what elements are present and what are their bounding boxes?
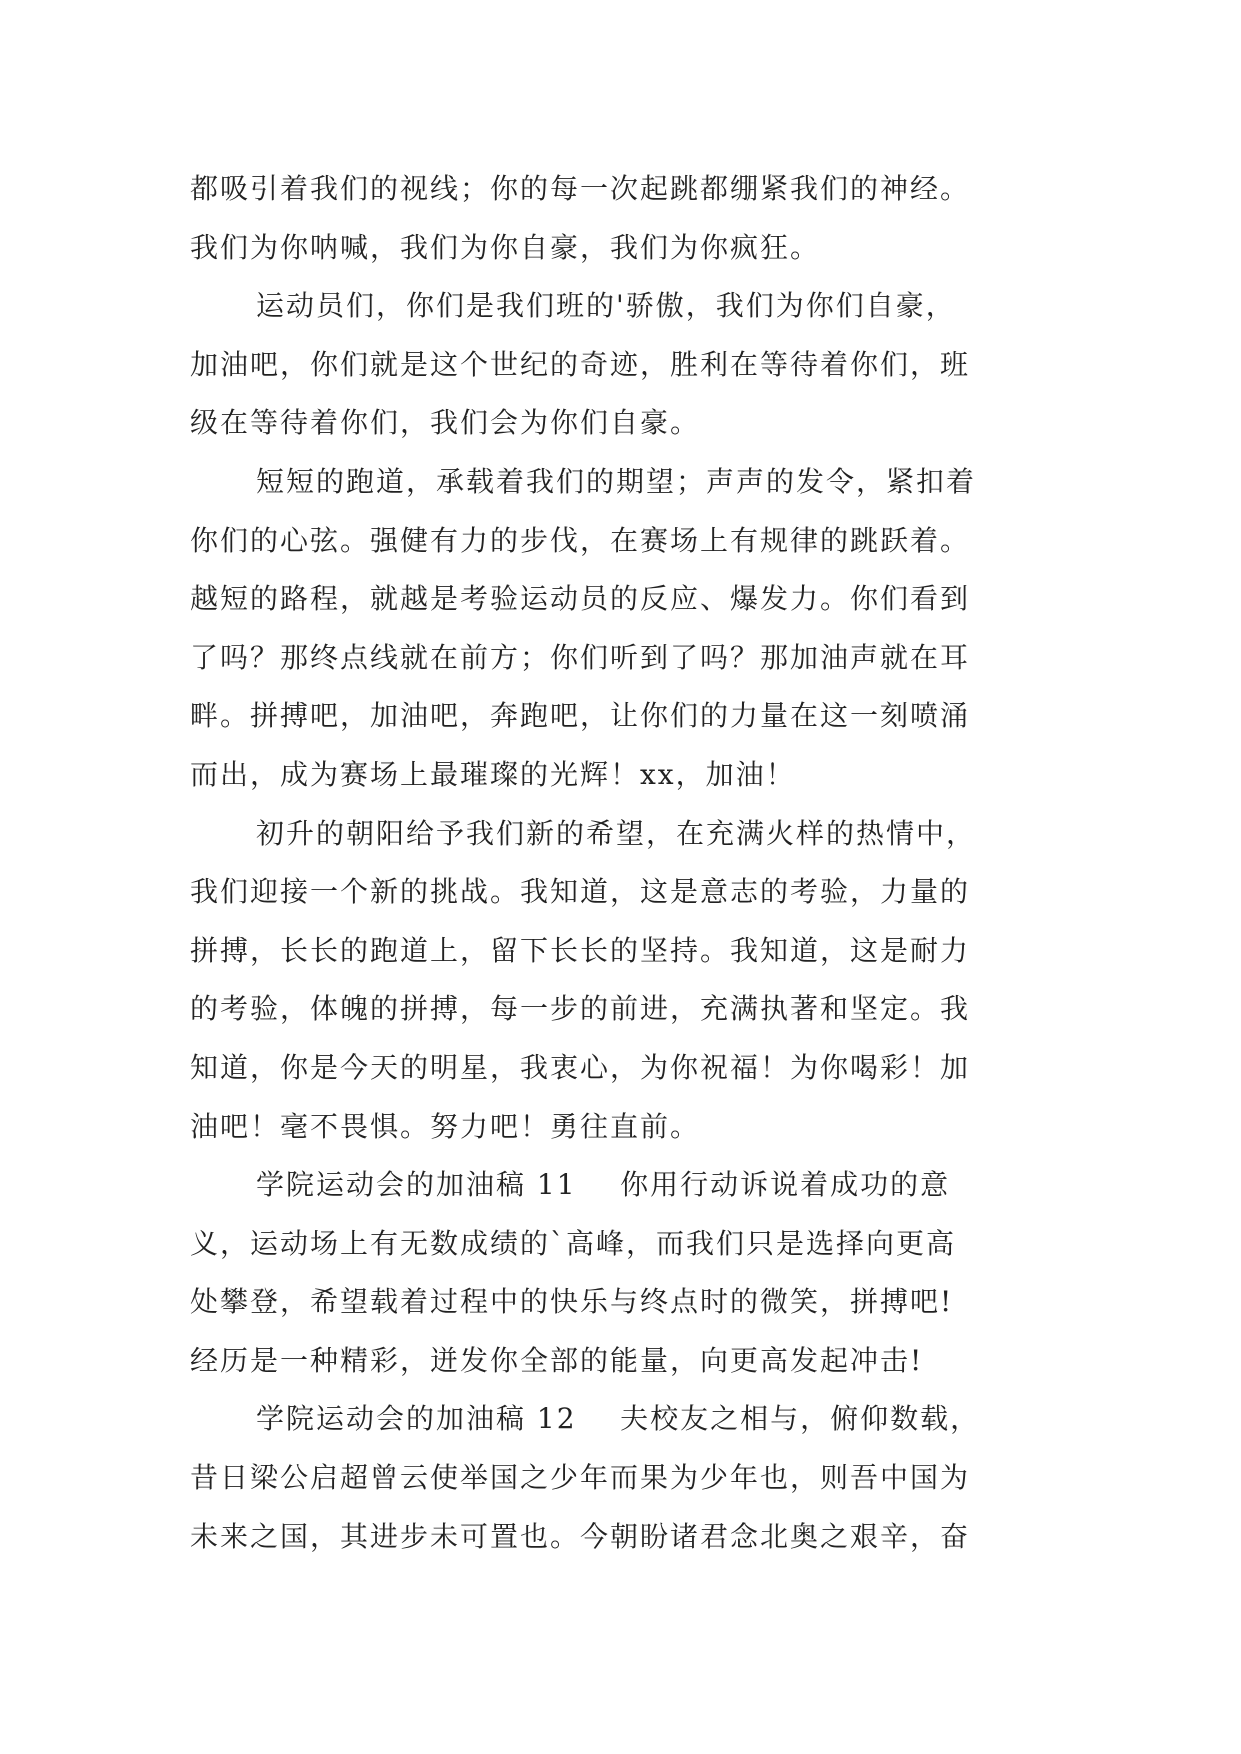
text-line: 初升的朝阳给予我们新的希望，在充满火样的热情中， [256, 816, 977, 850]
text-line: 未来之国，其进步未可置也。今朝盼诸君念北奥之艰辛，奋 [190, 1519, 971, 1553]
text-line: 运动员们，你们是我们班的'骄傲，我们为你们自豪， [256, 289, 956, 323]
text-line: 畔。拼搏吧，加油吧，奔跑吧，让你们的力量在这一刻喷涌 [190, 699, 971, 733]
text-line: 经历是一种精彩，迸发你全部的能量，向更高发起冲击! [190, 1343, 924, 1377]
text-line: 越短的路程，就越是考验运动员的反应、爆发力。你们看到 [190, 582, 971, 616]
text-line: 知道，你是今天的明星，我衷心，为你祝福！为你喝彩！加 [190, 1050, 971, 1084]
text-line: 处攀登，希望载着过程中的快乐与终点时的微笑，拼搏吧! [190, 1285, 954, 1319]
text-line: 短短的跑道，承载着我们的期望；声声的发令，紧扣着 [256, 464, 977, 498]
text-line: 我们迎接一个新的挑战。我知道，这是意志的考验，力量的 [190, 875, 971, 909]
text-line: 的考验，体魄的拼搏，每一步的前进，充满执著和坚定。我 [190, 992, 971, 1026]
text-line: 学院运动会的加油稿 11 你用行动诉说着成功的意 [256, 1168, 951, 1202]
text-line: 拼搏，长长的跑道上，留下长长的坚持。我知道，这是耐力 [190, 933, 971, 967]
text-line: 级在等待着你们，我们会为你们自豪。 [190, 406, 701, 440]
text-line: 油吧！毫不畏惧。努力吧！勇往直前。 [190, 1109, 701, 1143]
text-line: 而出，成为赛场上最璀璨的光辉！xx，加油！ [190, 757, 796, 791]
text-line: 了吗？那终点线就在前方；你们听到了吗？那加油声就在耳 [190, 640, 971, 674]
text-line: 昔日梁公启超曾云使举国之少年而果为少年也，则吾中国为 [190, 1461, 971, 1495]
text-line: 我们为你呐喊，我们为你自豪，我们为你疯狂。 [190, 230, 821, 264]
text-line: 学院运动会的加油稿 12 夫校友之相与，俯仰数载， [256, 1402, 981, 1436]
text-line: 都吸引着我们的视线；你的每一次起跳都绷紧我们的神经。 [190, 172, 971, 205]
text-line: 义，运动场上有无数成绩的`高峰，而我们只是选择向更高 [190, 1226, 957, 1260]
text-line: 你们的心弦。强健有力的步伐，在赛场上有规律的跳跃着。 [190, 523, 971, 557]
document-body [190, 160, 1060, 1566]
text-line: 加油吧，你们就是这个世纪的奇迹，胜利在等待着你们，班 [190, 347, 971, 381]
